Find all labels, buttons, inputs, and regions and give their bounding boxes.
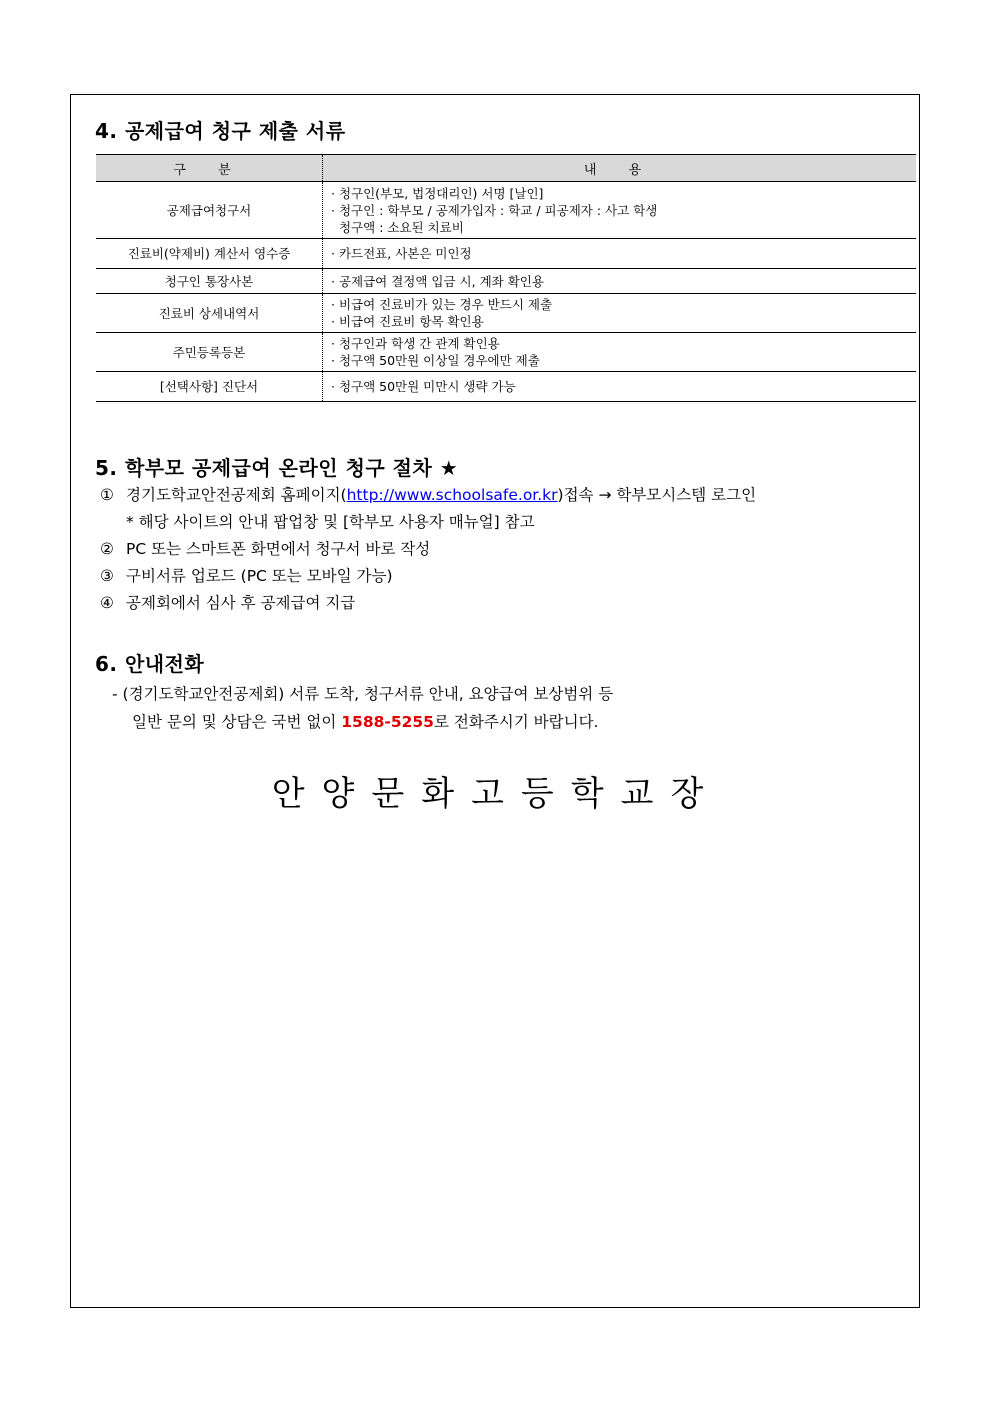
- row-content: [323, 269, 917, 294]
- table-row: [96, 333, 916, 372]
- row-label: 공제급여청구서: [96, 182, 323, 239]
- row-label: [선택사항] 진단서: [96, 372, 323, 402]
- step-text: PC 또는 스마트폰 화면에서 청구서 바로 작성: [126, 540, 431, 558]
- section4-title: 4. 공제급여 청구 제출 서류: [95, 119, 346, 143]
- contact-line-1: - (경기도학교안전공제회) 서류 도착, 청구서류 안내, 요양급여 보상범위 등: [112, 685, 614, 703]
- step-number: ①: [100, 486, 114, 504]
- row-label: 주민등록등본: [96, 333, 323, 372]
- row-label: 청구인 통장사본: [96, 269, 323, 294]
- contact-info: [112, 680, 613, 736]
- table-header-row: [96, 155, 916, 182]
- row-label: 진료비 상세내역서: [96, 294, 323, 333]
- content-line: · 청구인(부모, 법정대리인) 서명 [날인]: [331, 185, 544, 201]
- contact-text: 로 전화주시기 바랍니다.: [433, 713, 599, 731]
- content-line: · 공제급여 결정액 입금 시, 계좌 확인용: [331, 273, 544, 289]
- step-number: ②: [100, 540, 114, 558]
- content-line: · 카드전표, 사본은 미인정: [331, 246, 472, 261]
- step-text: 경기도학교안전공제회 홈페이지(: [126, 486, 347, 504]
- step-2: [100, 536, 756, 563]
- table-row: [96, 269, 916, 294]
- table-row: [96, 294, 916, 333]
- row-content: [323, 333, 917, 372]
- step-4: [100, 590, 756, 617]
- content-line: 청구액 : 소요된 치료비: [339, 219, 464, 235]
- row-content: [323, 239, 917, 269]
- step-3: [100, 563, 756, 590]
- content-line: · 청구액 50만원 이상일 경우에만 제출: [331, 353, 540, 368]
- header-content: 내 용: [323, 155, 917, 182]
- documents-table: [96, 154, 916, 402]
- step-1: [100, 482, 756, 509]
- contact-text: 일반 문의 및 상담은 국번 없이: [132, 713, 342, 731]
- content-line: · 비급여 진료비 항목 확인용: [331, 314, 484, 329]
- phone-number: 1588-5255: [341, 713, 434, 731]
- section6-title: 6. 안내전화: [95, 652, 205, 676]
- step-text: )접속 → 학부모시스템 로그인: [557, 486, 757, 504]
- section5-title: 5. 학부모 공제급여 온라인 청구 절차 ★: [95, 456, 459, 480]
- step-text: 공제회에서 심사 후 공제급여 지급: [126, 594, 356, 612]
- step-number: ④: [100, 594, 114, 612]
- content-line: · 비급여 진료비가 있는 경우 반드시 제출: [331, 297, 553, 312]
- step-text: 구비서류 업로드 (PC 또는 모바일 가능): [126, 567, 393, 585]
- content-line: · 청구액 50만원 미만시 생략 가능: [331, 379, 516, 394]
- step-number: ③: [100, 567, 114, 585]
- table-row: [96, 372, 916, 402]
- row-content: [323, 372, 917, 402]
- principal-signature: 안양문화고등학교장: [271, 774, 721, 814]
- content-line: · 청구인과 학생 간 관계 확인용: [331, 336, 500, 351]
- row-content: [323, 294, 917, 333]
- row-content: [323, 182, 917, 239]
- content-line: · 청구인 : 학부모 / 공제가입자 : 학교 / 피공제자 : 사고 학생: [331, 202, 658, 218]
- row-label: 진료비(약제비) 계산서 영수증: [96, 239, 323, 269]
- schoolsafe-link[interactable]: http://www.schoolsafe.or.kr: [346, 486, 558, 504]
- contact-line-2: [112, 708, 613, 736]
- table-row: [96, 239, 916, 269]
- online-claim-steps: [100, 482, 756, 617]
- table-row: [96, 182, 916, 239]
- header-category: 구 분: [96, 155, 323, 182]
- step-note: * 해당 사이트의 안내 팝업창 및 [학부모 사용자 매뉴얼] 참고: [126, 513, 535, 531]
